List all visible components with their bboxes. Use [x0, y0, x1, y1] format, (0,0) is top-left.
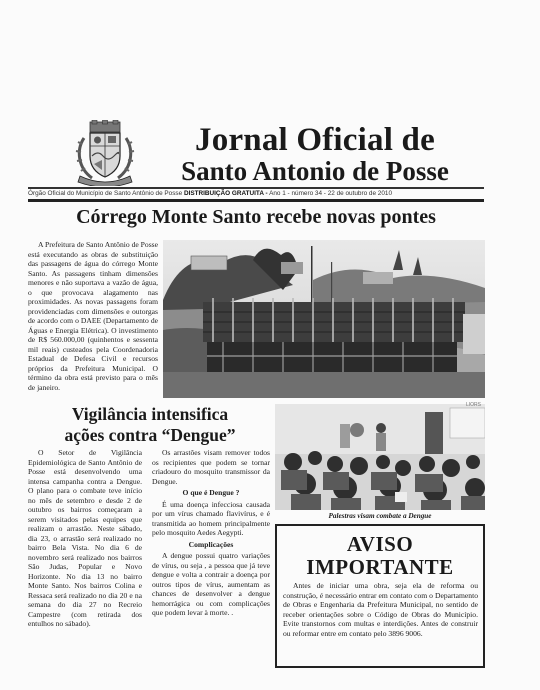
masthead-rule-bottom: [28, 199, 484, 202]
article2-col1-paragraph: O Setor de Vigilância Epidemiológica de Santo Antônio de Posse está desenvolvendo uma intensa campanha contra a Dengue. O plano para o combate teve início no mês de setembro e desde 2 de outubro os bairros começaram a serem visitados pelas equipes que realizam o arrastão. Neste sábado, dia 23, o arrastão será realizado no bairro Bela Vista. No dia 6 de novembro será realizado nos bairros São Judas, Popular e Novo Horizonte. No dia 13 no bairro Monte Santo. Nos bairros Colina e Ressaca será realizado no dia 20 e na semana do dia 27 no Recreio Campestre (com retirada dos entulhos no sábado).: [28, 448, 142, 628]
notice-title-line2: IMPORTANTE: [306, 555, 454, 579]
article2-headline-line1: Vigilância intensifica: [71, 404, 229, 424]
photo-credit: LIORS: [466, 402, 482, 408]
article1-paragraph: A Prefeitura de Santo Antônio de Posse está executando as obras de substituição das passagens de água do córrego Monte Santo. As passagens tinham dimensões menores e não suportava a vazão de água, o que provocava alagamento nas proximidades. As novas passagens foram providenciadas com dimensões e outorgas de acordo com o DAEE (Departamento de Águas e Energia Elétrica). O investimento de R$ 560.000,00 (quinhentos e sessenta mil reais) custeados pela Coordenadoria Estadual de Defesa Civil e recursos próprios da Prefeitura Municipal. O término da obra está previsto para o mês de janeiro.: [28, 240, 158, 392]
article2-col2-paragraph3: A dengue possui quatro variações de vírus, ou seja , a pessoa que já teve dengue e volta a contrair a doença por outros tipos de vírus, aumentam as chances de desenvolver a dengue hemorrágica ou com complicações que podem levar à morte. .: [152, 551, 270, 617]
article1-headline: Córrego Monte Santo recebe novas pontes: [76, 206, 436, 228]
article2-headline-line2: ações contra “Dengue”: [64, 425, 236, 445]
subline-free-distribution: DISTRIBUIÇÃO GRATUITA -: [183, 190, 268, 197]
photo-caption: Palestras visam combate a Dengue: [328, 512, 432, 520]
masthead-subline: [28, 190, 484, 197]
masthead-title-line1: Jornal Oficial de: [195, 122, 435, 158]
masthead-title-line2: Santo Antonio de Posse: [181, 156, 449, 186]
subline-issue-info: Ano 1 - número 34 - 22 de outubro de 2010: [269, 190, 393, 197]
lecture-audience-photo: [275, 404, 485, 510]
masthead-rule-top: [28, 187, 484, 189]
article2-subhead-what-is-dengue: O que é Dengue ?: [182, 488, 240, 497]
notice-body: [283, 581, 478, 638]
notice-paragraph: Antes de iniciar uma obra, seja ela de reforma ou construção, é necessário entrar em contato com o Departamento de Obras e Engenharia da Prefeitura Municipal, no sentido de receber orientações sobre o Código de Obras do Município. Evite transtornos com multas e interdições. Antes de construir ou reformar entre em contato pelo 3896 9006.: [283, 581, 478, 638]
article2-column2: [152, 448, 270, 618]
article2-subhead-complications: Complicações: [188, 539, 234, 549]
subline-prefix: Órgão Oficial do Município de Santo Antônio de Posse: [28, 190, 183, 197]
article2-col2-paragraph1: Os arrastões visam remover todos os recipientes que podem se tornar criadouro do mosquito transmissor da Dengue.: [152, 448, 270, 486]
bridge-construction-photo: [163, 240, 485, 398]
article2-column1: [28, 448, 142, 629]
article1-body: [28, 240, 158, 392]
notice-title-line1: AVISO: [346, 532, 414, 556]
municipal-coat-of-arms-icon: [74, 120, 136, 186]
notice-box: [275, 524, 485, 668]
article2-col2-paragraph2: É uma doença infecciosa causada por um vírus chamado flavivírus, e é transmitida ao homem principalmente pelo mosquito Aedes Aegypti.: [152, 499, 270, 537]
article2-headline: [28, 404, 272, 446]
